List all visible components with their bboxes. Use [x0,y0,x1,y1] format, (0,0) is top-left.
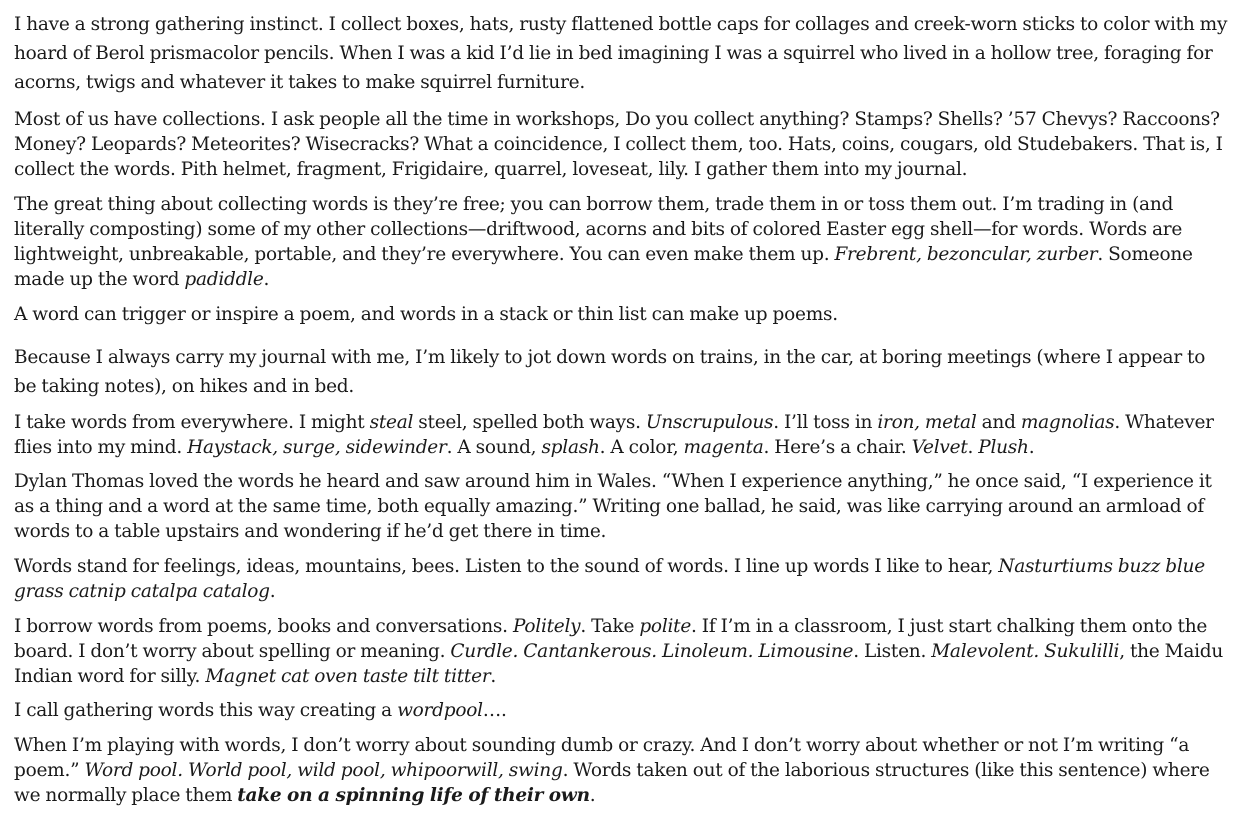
text-run: . [967,437,979,458]
emphasized-text: iron, metal [877,412,977,433]
text-run: steel, spelled both ways. [413,412,646,433]
text-run: . Words taken out of the laborious structures (like this sentence) where we normally place them [14,760,1210,806]
emphasized-text: Plush [978,437,1029,458]
text-run: . Listen. [853,641,932,662]
text-run: . [490,666,497,687]
emphasized-text: Haystack, surge, sidewinder [187,437,447,458]
paragraph-5 [14,343,1230,401]
paragraph-1 [14,10,1230,97]
text-run: I take words from everywhere. I might [14,412,370,433]
paragraph-6 [14,410,1230,460]
text-run: Words stand for feelings, ideas, mountains, bees. Listen to the sound of words. I line up words I like to hear, [14,556,999,577]
text-run: . [263,269,270,290]
text-run: . Take [580,616,640,637]
paragraph-3 [14,192,1230,292]
text-run: . I’ll toss in [773,412,878,433]
text-run: A word can trigger or inspire a poem, and words in a stack or thin list can make up poems. [14,304,838,325]
emphasized-text: Curdle. Cantankerous. Linoleum. Limousine [450,641,854,662]
text-run: When I’m playing with words, I don’t worry about sounding dumb or crazy. And I don’t worry about whether or not I’m writing “a poem.” [14,735,1190,781]
text-run: Dylan Thomas loved the words he heard and saw around him in Wales. “When I experience anything,” he once said, “I experience it as a thing and a word at the same time, both equally amazing.” Writing one ballad, he said, was like carrying around an armload of words to a table upstairs and wondering if he’d get there in time. [14,471,1212,542]
paragraph-2 [14,107,1230,182]
text-run: . [1028,437,1035,458]
text-run: …. [482,700,507,721]
emphasized-text: Nasturtiums buzz blue grass catnip catalpa catalog [14,556,1205,602]
text-run: . Someone made up the word [14,244,1193,290]
emphasized-text: steal [369,412,414,433]
paragraph-11 [14,733,1230,808]
text-run: The great thing about collecting words is they’re free; you can borrow them, trade them in or toss them out. I’m trading in (and literally composting) some of my other collections—driftwood, acorns and bits of colored Easter egg shell—for words. Words are lightweight, unbreakable, portable, and they’re everywhere. You can even make them up. [14,194,1183,265]
text-run: Because I always carry my journal with me, I’m likely to jot down words on trains, in the car, at boring meetings (where I appear to be taking notes), on hikes and in bed. [14,347,1206,397]
text-run: . Here’s a chair. [763,437,912,458]
emphasized-text: Magnet cat oven taste tilt titter [205,666,491,687]
text-run: . A color, [599,437,684,458]
paragraph-8 [14,554,1230,604]
emphasized-text: magnolias [1020,412,1115,433]
text-run: . If I’m in a classroom, I just start chalking them onto the board. I don’t worry about spelling or meaning. [14,616,1208,662]
text-run: Most of us have collections. I ask people all the time in workshops, Do you collect anything? Stamps? Shells? ’57 Chevys? Raccoons? Money? Leopards? Meteorites? Wisecracks? What a coincidence, I collect them, too. Hats, coins, cougars, old Studebakers. That is, I collect the words. Pith helmet, fragment, Frigidaire, quarrel, loveseat, lily. I gather them into my journal. [14,109,1223,180]
emphasized-text: Politely [512,616,581,637]
emphasized-text: Frebrent, bezoncular, zurber [834,244,1098,265]
emphasized-text: Velvet [911,437,968,458]
emphasized-text: Word pool. World pool, wild pool, whipoorwill, swing [84,760,563,781]
paragraph-7 [14,469,1230,544]
text-run: and [976,412,1021,433]
text-run: I call gathering words this way creating a [14,700,398,721]
emphasized-text: magenta [683,437,764,458]
paragraph-4 [14,302,1230,327]
paragraph-10 [14,698,1230,723]
emphasized-text: splash [541,437,600,458]
paragraph-9 [14,614,1230,689]
text-run: . Whatever flies into my mind. [14,412,1214,458]
text-run: . A sound, [446,437,542,458]
text-run: I borrow words from poems, books and conversations. [14,616,513,637]
emphasized-text: take on a spinning life of their own [237,785,590,806]
emphasized-text: polite [639,616,692,637]
emphasized-text: Unscrupulous [645,412,774,433]
emphasized-text: Malevolent. Sukulilli [931,641,1120,662]
emphasized-text: padiddle [184,269,264,290]
text-run: I have a strong gathering instinct. I collect boxes, hats, rusty flattened bottle caps for collages and creek-worn sticks to color with my hoard of Berol prismacolor pencils. When I was a kid I’d lie in bed imagining I was a squirrel who lived in a hollow tree, foraging for acorns, twigs and whatever it takes to make squirrel furniture. [14,14,1228,93]
text-run: , the Maidu Indian word for silly. [14,641,1224,687]
text-run: . [589,785,596,806]
emphasized-text: wordpool [397,700,483,721]
text-run: . [269,581,276,602]
